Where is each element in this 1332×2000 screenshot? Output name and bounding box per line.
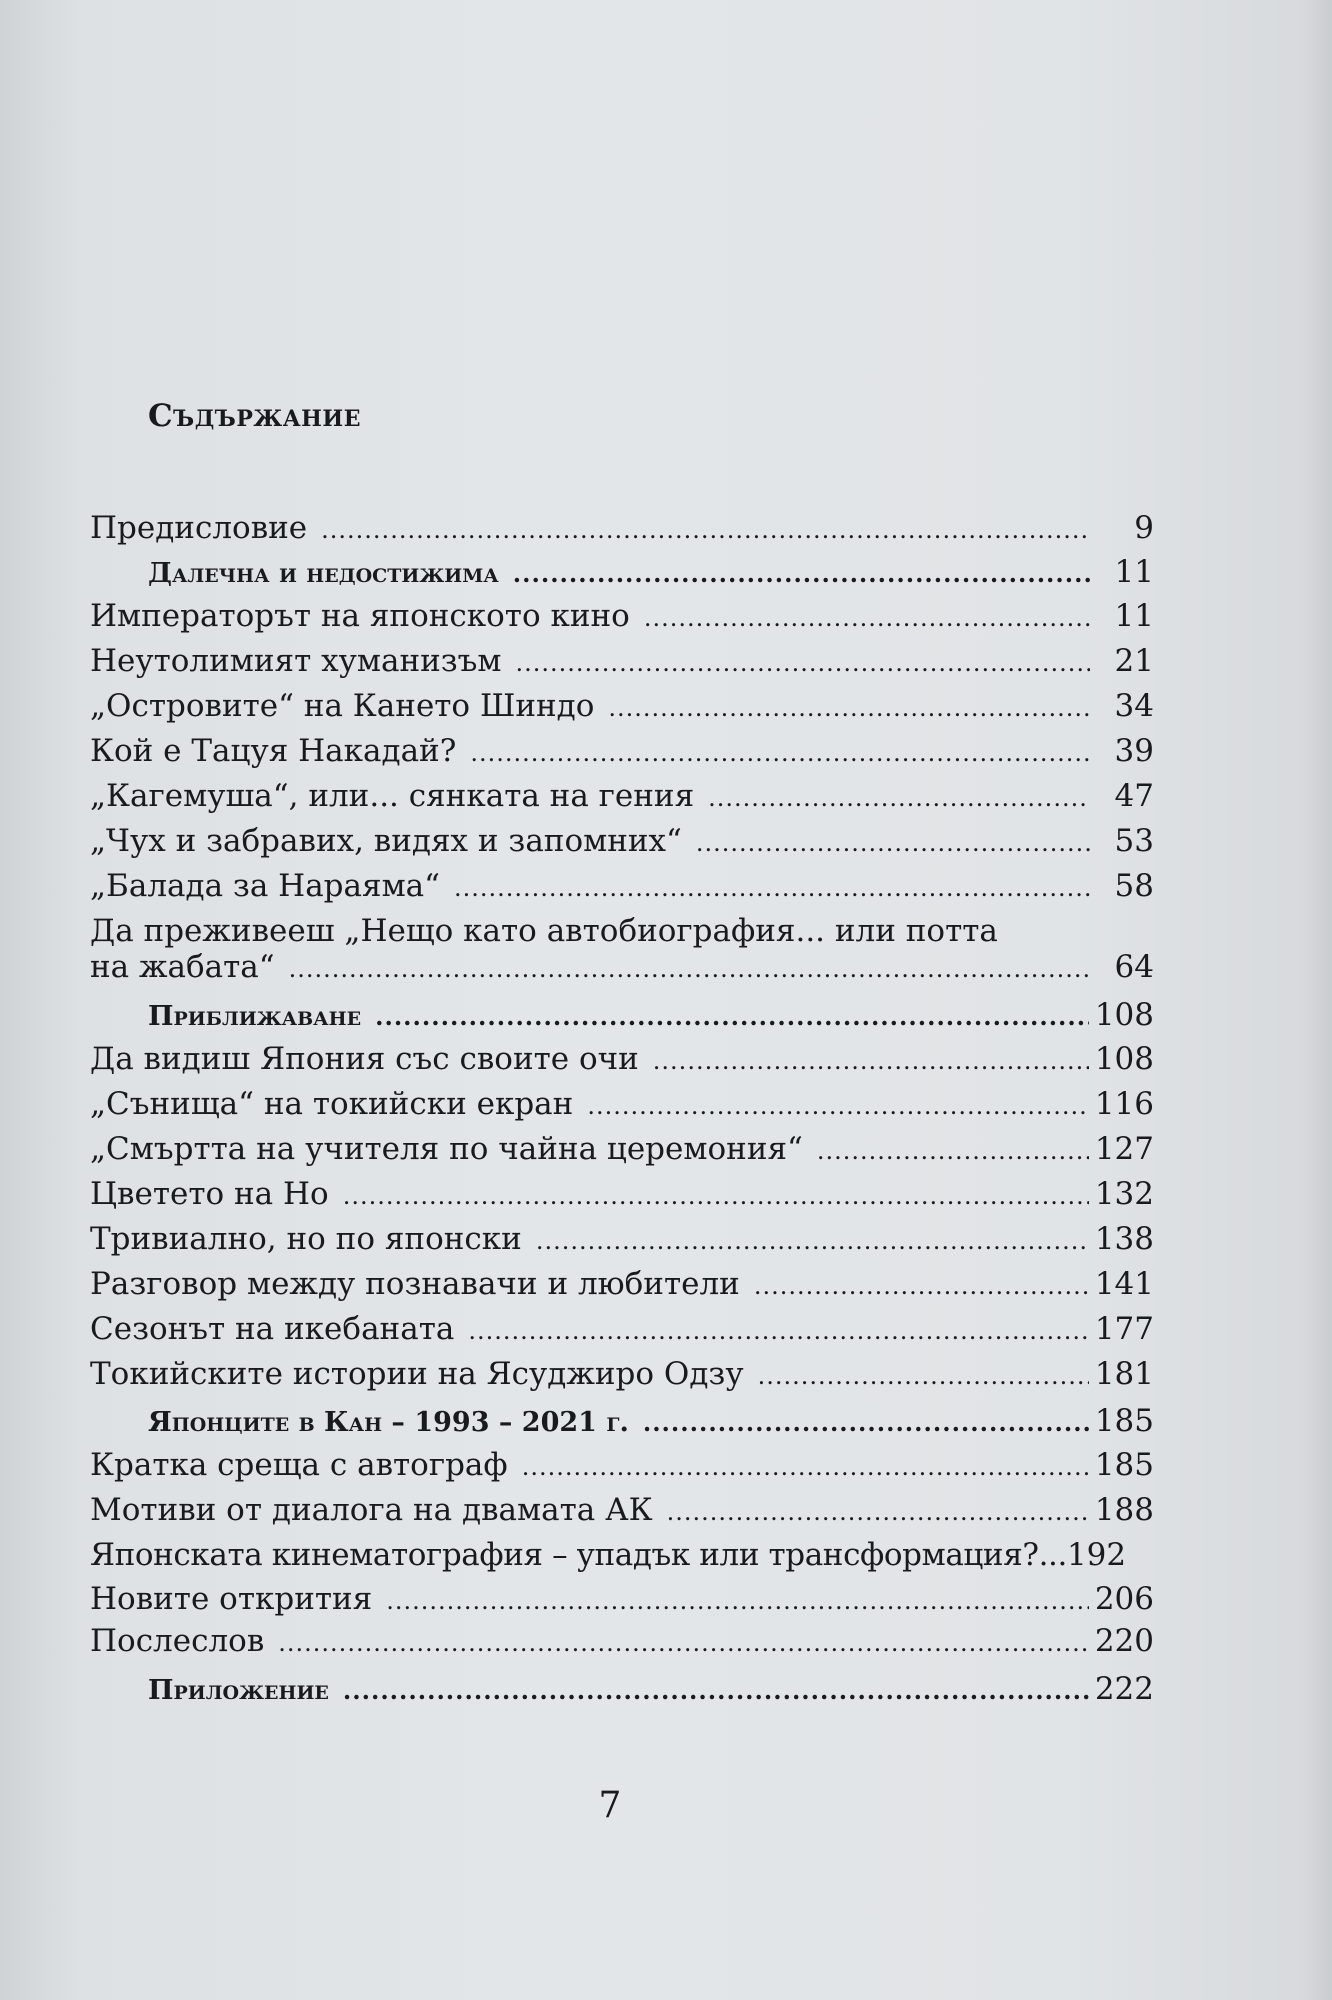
toc-entry-title: Разговор между познавачи и любители	[90, 1266, 740, 1302]
dot-leader	[653, 1049, 1089, 1073]
toc-entry	[90, 1581, 1154, 1623]
toc-section	[90, 554, 1154, 598]
dot-leader	[278, 1631, 1089, 1655]
toc-entry	[90, 1537, 1154, 1581]
toc-entry-page: 53	[1114, 823, 1154, 859]
toc-entry-title: Предисловие	[90, 510, 308, 546]
toc-entry-page: 185	[1094, 1447, 1154, 1483]
dot-leader	[587, 1094, 1089, 1118]
toc-section	[90, 1403, 1154, 1447]
toc-entry-page: 177	[1094, 1311, 1154, 1347]
toc-entry-page: 47	[1114, 778, 1154, 814]
toc-entry-title: Сезонът на икебаната	[90, 1311, 455, 1347]
toc-entry-title: Тривиално, но по японски	[90, 1221, 522, 1257]
toc-section-title: Далечна и недостижима	[148, 558, 499, 589]
toc-entry	[90, 1176, 1154, 1221]
toc-entry	[90, 1086, 1154, 1131]
toc-entry-page: 116	[1094, 1086, 1154, 1122]
toc-entry	[90, 1623, 1154, 1671]
page-number: 7	[598, 1785, 622, 1826]
toc-entry	[90, 1311, 1154, 1356]
toc-entry	[90, 510, 1154, 554]
toc-entry-title: Японската кинематография – упадък или трансформация?...	[90, 1537, 1067, 1573]
toc-entry-title: Неутолимият хуманизъм	[90, 643, 502, 679]
dot-leader	[708, 786, 1090, 810]
toc-entry	[90, 1266, 1154, 1311]
toc-entry-title: Послеслов	[90, 1623, 265, 1659]
toc-section-title: Приложение	[148, 1675, 329, 1706]
toc-entry-page: 132	[1094, 1176, 1154, 1212]
toc-entry-page: 21	[1114, 643, 1154, 679]
toc-entry	[90, 643, 1154, 688]
dot-leader	[516, 651, 1090, 675]
dot-leader	[536, 1229, 1089, 1253]
toc-section-title: Японците в Кан – 1993 – 2021 г.	[148, 1407, 629, 1438]
toc-entry-page: 34	[1114, 688, 1154, 724]
toc-section-title: Приближаване	[148, 1001, 362, 1032]
toc-entry-title: Мотиви от диалога на двамата АК	[90, 1492, 653, 1528]
toc-entry-title: „Смъртта на учителя по чайна церемония“	[90, 1131, 803, 1167]
dot-leader	[289, 957, 1090, 981]
toc-heading: Съдържание	[148, 398, 361, 434]
toc-entry	[90, 1356, 1154, 1403]
toc-entry	[90, 823, 1154, 868]
toc-entry-page: 138	[1094, 1221, 1154, 1257]
toc-entry-page: 185	[1094, 1403, 1154, 1439]
toc-entry	[90, 1221, 1154, 1266]
toc-entry-page: 11	[1114, 554, 1154, 590]
toc-entry-page: 108	[1094, 997, 1154, 1033]
toc-entry-page: 220	[1094, 1623, 1154, 1659]
toc-entry	[90, 598, 1154, 643]
dot-leader	[343, 1184, 1089, 1208]
toc-entry-title: „Островите“ на Кането Шиндо	[90, 688, 595, 724]
toc-entry-title: Токийските истории на Ясуджиро Одзу	[90, 1356, 744, 1392]
toc-entry-page: 192	[1066, 1537, 1127, 1573]
toc-entry	[90, 733, 1154, 778]
toc-entry-title: „Кагемуша“, или... сянката на гения	[90, 778, 695, 814]
toc-entry	[90, 778, 1154, 823]
dot-leader	[522, 1455, 1089, 1479]
toc-entry-page: 11	[1114, 598, 1154, 634]
toc-entry-line	[90, 949, 1154, 985]
toc-entry-title: Императорът на японското кино	[90, 598, 630, 634]
toc-entry	[90, 1492, 1154, 1537]
toc-entry-page: 39	[1114, 733, 1154, 769]
toc-entry-page: 9	[1134, 510, 1154, 546]
dot-leader	[321, 518, 1090, 542]
dot-leader	[454, 876, 1090, 900]
toc-entry-page: 127	[1094, 1131, 1154, 1167]
toc-entry-title: „Чух и забравих, видях и запомних“	[90, 823, 682, 859]
toc-entry-page: 108	[1094, 1041, 1154, 1077]
toc-section	[90, 1671, 1154, 1715]
toc-entry-title: Кой е Тацуя Накадай?	[90, 733, 457, 769]
toc-entry-title: Цветето на Но	[90, 1176, 329, 1212]
dot-leader	[375, 1005, 1089, 1029]
toc-entry	[90, 868, 1154, 913]
dot-leader	[513, 562, 1090, 586]
dot-leader	[608, 696, 1090, 720]
toc-entry-page: 64	[1114, 949, 1154, 985]
dot-leader	[468, 1319, 1089, 1343]
toc-entry-page: 206	[1094, 1581, 1154, 1617]
dot-leader	[817, 1139, 1089, 1163]
toc-entry-page: 141	[1094, 1266, 1154, 1302]
toc-entry-title: Новите открития	[90, 1581, 373, 1617]
dot-leader	[644, 606, 1090, 630]
dot-leader	[696, 831, 1090, 855]
toc-entry-page: 188	[1094, 1492, 1154, 1528]
toc-entry-page: 222	[1094, 1671, 1154, 1707]
toc-entry-title: Да преживееш „Нещо като автобиография... или потта	[90, 913, 998, 949]
toc-entry-page: 58	[1114, 868, 1154, 904]
dot-leader	[758, 1364, 1089, 1388]
toc-entry	[90, 688, 1154, 733]
dot-leader	[667, 1500, 1089, 1524]
toc-entry	[90, 1447, 1154, 1492]
dot-leader	[470, 741, 1090, 765]
dot-leader	[754, 1274, 1089, 1298]
toc-entry	[90, 1041, 1154, 1086]
toc-entry-title-continued: на жабата“	[90, 949, 275, 985]
toc-section	[90, 997, 1154, 1041]
dot-leader	[386, 1589, 1089, 1613]
dot-leader	[343, 1679, 1089, 1703]
table-of-contents	[90, 510, 1154, 1715]
toc-entry	[90, 1131, 1154, 1176]
toc-entry-page: 181	[1094, 1356, 1154, 1392]
toc-entry-title: Кратка среща с автограф	[90, 1447, 508, 1483]
toc-entry-title: „Балада за Нараяма“	[90, 868, 441, 904]
dot-leader	[643, 1411, 1089, 1435]
toc-entry-multiline	[90, 913, 1154, 997]
toc-entry-title: „Сънища“ на токийски екран	[90, 1086, 574, 1122]
toc-entry-title: Да видиш Япония със своите очи	[90, 1041, 639, 1077]
